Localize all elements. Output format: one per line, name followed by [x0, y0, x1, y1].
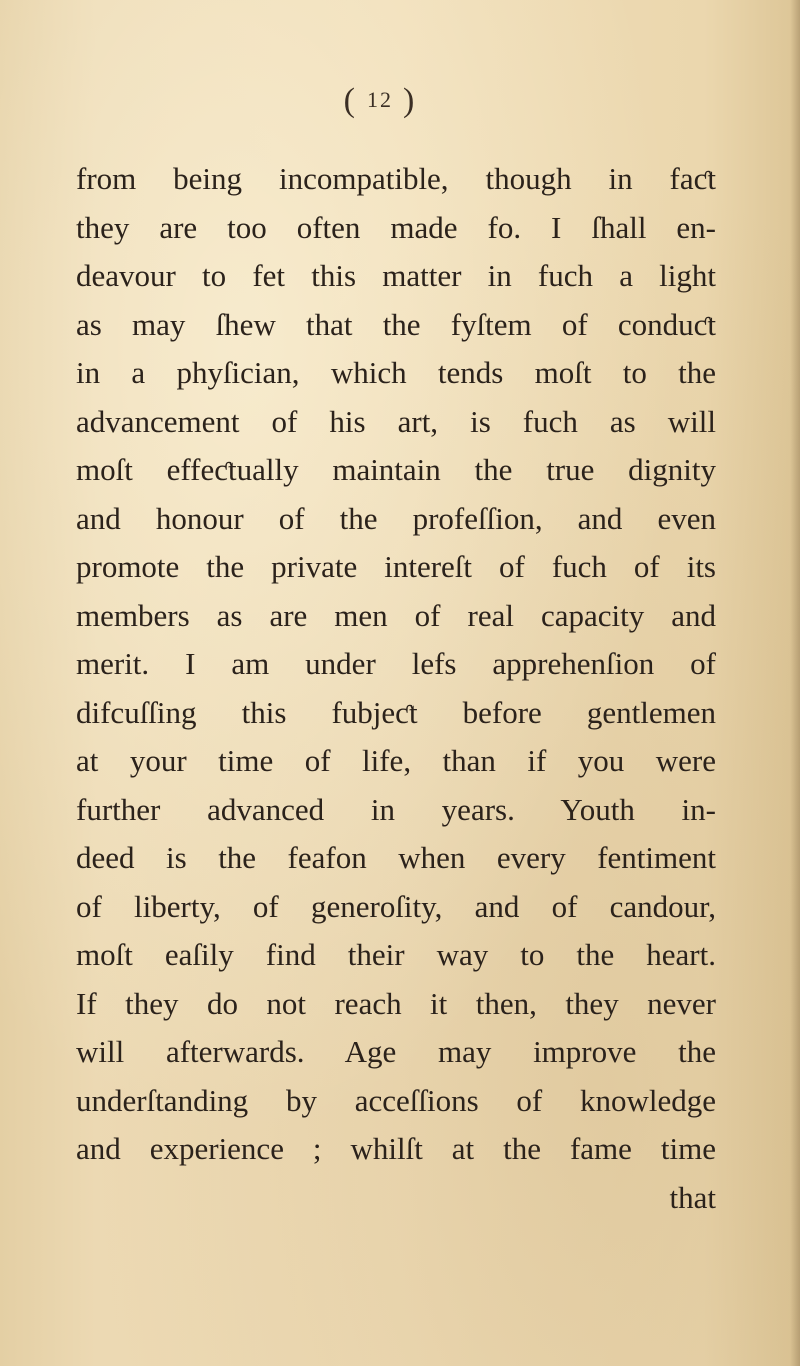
text-line: deed is the feafon when every fentiment [76, 840, 716, 875]
page-number-open-paren: ( [343, 82, 357, 119]
text-line: moſt effeƈtually maintain the true dignity [76, 452, 716, 487]
text-line: moſt eaſily find their way to the heart. [76, 937, 716, 972]
text-line: members as are men of real capacity and [76, 597, 716, 633]
text-line: difcuſſing this fubjeƈt before gentlemen [76, 694, 716, 730]
page-number [0, 82, 800, 120]
text-line: and honour of the profeſſion, and even [76, 500, 716, 536]
text-line: promote the private intereſt of fuch of its [76, 549, 716, 584]
text-line: deavour to fet this matter in fuch a light [76, 258, 716, 293]
catchword: that [669, 1179, 716, 1215]
text-line: in a phyſician, which tends moſt to the [76, 355, 716, 390]
page-edge-shadow [790, 0, 800, 1366]
text-line: at your time of life, than if you were [76, 743, 716, 778]
text-line: from being incompatible, though in faƈt [76, 161, 716, 196]
text-line: and experience ; whilſt at the fame time [76, 1131, 716, 1166]
page-number-close-paren: ) [403, 82, 417, 119]
text-line: merit. I am under lefs apprehenſion of [76, 646, 716, 681]
text-line: as may ſhew that the fyſtem of conduƈt [76, 306, 716, 342]
text-line: If they do not reach it then, they never [76, 985, 716, 1021]
text-line: advancement of his art, is fuch as will [76, 403, 716, 439]
text-line: of liberty, of generoſity, and of candour, [76, 888, 716, 924]
text-line: will afterwards. Age may improve the [76, 1034, 716, 1069]
body-text [76, 155, 716, 1222]
text-line: underſtanding by acceſſions of knowledge [76, 1082, 716, 1118]
page-number-value: 12 [367, 87, 393, 112]
text-line: further advanced in years. Youth in- [76, 791, 716, 827]
text-line: they are too often made fo. I ſhall en- [76, 209, 716, 245]
